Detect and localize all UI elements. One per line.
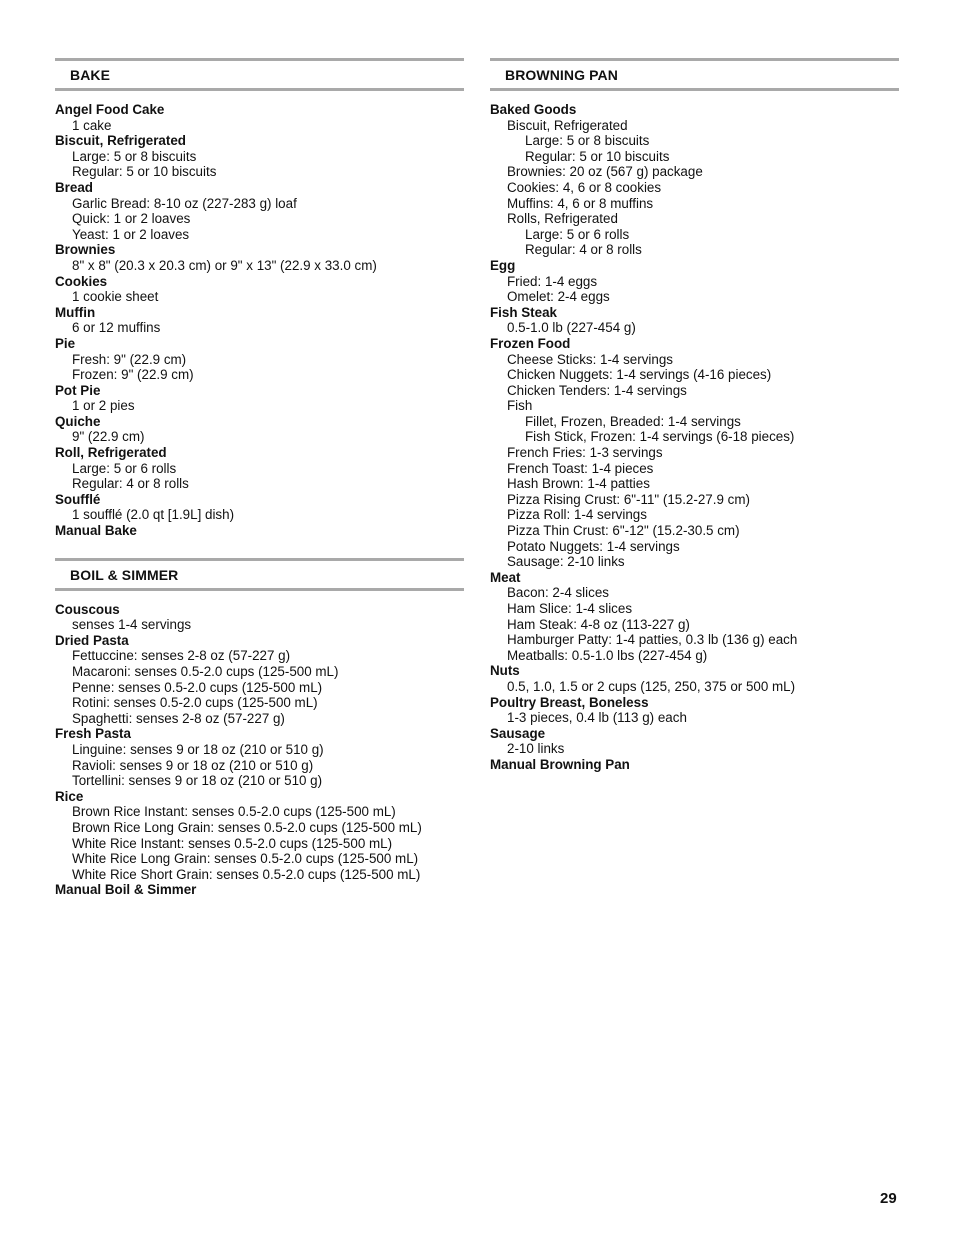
entry-heading: Dried Pasta: [55, 632, 129, 648]
entry-detail: 1 or 2 pies: [72, 398, 135, 414]
entry-detail: French Toast: 1-4 pieces: [507, 460, 654, 476]
entry-heading: Meat: [490, 569, 521, 585]
entry-detail: Sausage: 2-10 links: [507, 554, 625, 570]
entry-heading: Frozen Food: [490, 335, 571, 351]
browning-pan-entries: [490, 102, 899, 773]
entry-heading: Nuts: [490, 663, 520, 679]
entry-detail: Regular: 4 or 8 rolls: [525, 242, 642, 258]
entry-detail: Fresh: 9" (22.9 cm): [72, 351, 187, 367]
bake-section-header: [55, 58, 464, 91]
entry-detail: Regular: 5 or 10 biscuits: [525, 148, 670, 164]
entry-heading: Fresh Pasta: [55, 726, 131, 742]
entry-heading: Brownies: [55, 242, 116, 258]
entry-detail: French Fries: 1-3 servings: [507, 445, 663, 461]
entry-detail: White Rice Long Grain: senses 0.5-2.0 cups (125-500 mL): [72, 851, 419, 867]
entry-heading: Fish Steak: [490, 304, 557, 320]
bake-section-title: BAKE: [70, 67, 111, 83]
entry-detail: Potato Nuggets: 1-4 servings: [507, 538, 680, 554]
entry-detail: Pizza Thin Crust: 6"-12" (15.2-30.5 cm): [507, 523, 740, 539]
entry-heading: Quiche: [55, 413, 101, 429]
left-column: [55, 58, 464, 898]
entry-detail: Rotini: senses 0.5-2.0 cups (125-500 mL): [72, 695, 318, 711]
entry-detail: Large: 5 or 6 rolls: [525, 226, 630, 242]
entry-detail: Large: 5 or 6 rolls: [72, 460, 177, 476]
entry-detail: 2-10 links: [507, 741, 565, 757]
entry-heading: Pie: [55, 335, 76, 351]
entry-detail: Large: 5 or 8 biscuits: [525, 133, 650, 149]
entry-detail: Cheese Sticks: 1-4 servings: [507, 351, 673, 367]
entry-heading: Pot Pie: [55, 382, 101, 398]
entry-heading: Baked Goods: [490, 102, 577, 117]
entry-detail: Ham Slice: 1-4 slices: [507, 601, 633, 616]
entry-detail: Fillet, Frozen, Breaded: 1-4 servings: [525, 413, 741, 429]
bake-section: [55, 58, 464, 539]
entry-detail: 6 or 12 muffins: [72, 320, 161, 336]
entry-detail: 1 cookie sheet: [72, 289, 159, 305]
entry-detail: Bacon: 2-4 slices: [507, 585, 609, 601]
entry-heading: Angel Food Cake: [55, 102, 165, 117]
entry-detail: Hash Brown: 1-4 patties: [507, 476, 650, 492]
entry-detail: White Rice Short Grain: senses 0.5-2.0 cups (125-500 mL): [72, 866, 421, 882]
browning-pan-section: [490, 58, 899, 773]
entry-heading: Roll, Refrigerated: [55, 445, 167, 461]
entry-detail: Muffins: 4, 6 or 8 muffins: [507, 195, 654, 211]
entry-detail: Large: 5 or 8 biscuits: [72, 148, 197, 164]
entry-detail: Hamburger Patty: 1-4 patties, 0.3 lb (136 g) each: [507, 632, 798, 648]
entry-detail: Meatballs: 0.5-1.0 lbs (227-454 g): [507, 647, 708, 663]
entry-detail: 8" x 8" (20.3 x 20.3 cm) or 9" x 13" (22.9 x 33.0 cm): [72, 257, 377, 273]
entry-detail: Tortellini: senses 9 or 18 oz (210 or 510 g): [72, 773, 323, 789]
entry-detail: 1-3 pieces, 0.4 lb (113 g) each: [507, 710, 687, 726]
entry-detail: Linguine: senses 9 or 18 oz (210 or 510 g): [72, 741, 324, 757]
entry-detail: Brown Rice Long Grain: senses 0.5-2.0 cups (125-500 mL): [72, 819, 422, 835]
boil-simmer-section: [55, 558, 464, 898]
entry-detail: Spaghetti: senses 2-8 oz (57-227 g): [72, 710, 285, 726]
browning-pan-section-title: BROWNING PAN: [505, 67, 618, 83]
entry-detail: Yeast: 1 or 2 loaves: [72, 226, 190, 242]
entry-heading: Poultry Breast, Boneless: [490, 694, 649, 710]
entry-detail: Garlic Bread: 8-10 oz (227-283 g) loaf: [72, 195, 297, 211]
bake-entries: [55, 102, 464, 539]
entry-heading: Cookies: [55, 273, 108, 289]
entry-detail: 1 soufflé (2.0 qt [1.9L] dish): [72, 507, 235, 523]
entry-detail: Chicken Tenders: 1-4 servings: [507, 382, 687, 398]
entry-detail: 0.5, 1.0, 1.5 or 2 cups (125, 250, 375 or 500 mL): [507, 678, 796, 694]
right-column: [490, 58, 899, 773]
entry-detail: Penne: senses 0.5-2.0 cups (125-500 mL): [72, 679, 323, 695]
entry-detail: Pizza Roll: 1-4 servings: [507, 507, 647, 523]
entry-detail: Chicken Nuggets: 1-4 servings (4-16 pieces): [507, 367, 772, 383]
entry-heading: Bread: [55, 179, 93, 195]
boil-simmer-section-header: [55, 558, 464, 591]
entry-heading: Egg: [490, 257, 516, 273]
boil-simmer-section-title: BOIL & SIMMER: [70, 566, 179, 583]
entry-detail: Quick: 1 or 2 loaves: [72, 211, 191, 227]
entry-heading: Muffin: [55, 304, 96, 320]
boil-simmer-entries: [55, 602, 464, 898]
entry-heading: Manual Boil & Simmer: [55, 882, 197, 898]
entry-detail: 1 cake: [72, 117, 112, 133]
entry-heading: Couscous: [55, 601, 120, 617]
entry-heading: Manual Bake: [55, 523, 137, 539]
entry-heading: Biscuit, Refrigerated: [55, 133, 186, 149]
entry-detail: Cookies: 4, 6 or 8 cookies: [507, 179, 662, 195]
entry-detail: 0.5-1.0 lb (227-454 g): [507, 320, 636, 336]
page-number: 29: [880, 1190, 897, 1207]
entry-detail: Pizza Rising Crust: 6"-11" (15.2-27.9 cm): [507, 491, 750, 507]
entry-detail: 9" (22.9 cm): [72, 429, 145, 445]
entry-detail: Fish Stick, Frozen: 1-4 servings (6-18 pieces): [525, 429, 795, 445]
entry-detail: Omelet: 2-4 eggs: [507, 289, 610, 305]
entry-heading: Soufflé: [55, 491, 101, 507]
entry-detail: White Rice Instant: senses 0.5-2.0 cups (125-500 mL): [72, 835, 393, 851]
entry-detail: Brownies: 20 oz (567 g) package: [507, 164, 703, 180]
entry-detail: senses 1-4 servings: [72, 617, 192, 633]
entry-detail: Ham Steak: 4-8 oz (113-227 g): [507, 616, 690, 632]
entry-detail: Ravioli: senses 9 or 18 oz (210 or 510 g): [72, 757, 314, 773]
entry-heading: Sausage: [490, 725, 546, 741]
entry-heading: Manual Browning Pan: [490, 756, 630, 772]
entry-detail: Rolls, Refrigerated: [507, 211, 618, 227]
entry-detail: Biscuit, Refrigerated: [507, 117, 628, 133]
entry-detail: Frozen: 9" (22.9 cm): [72, 367, 194, 383]
entry-detail: Fettuccine: senses 2-8 oz (57-227 g): [72, 648, 291, 664]
browning-pan-section-header: [490, 58, 899, 91]
entry-detail: Regular: 5 or 10 biscuits: [72, 164, 217, 180]
entry-detail: Regular: 4 or 8 rolls: [72, 476, 189, 492]
entry-detail: Fried: 1-4 eggs: [507, 273, 598, 289]
entry-detail: Macaroni: senses 0.5-2.0 cups (125-500 mL): [72, 664, 339, 679]
entry-detail: Fish: [507, 398, 533, 414]
entry-heading: Rice: [55, 788, 84, 804]
entry-detail: Brown Rice Instant: senses 0.5-2.0 cups (125-500 mL): [72, 804, 396, 820]
